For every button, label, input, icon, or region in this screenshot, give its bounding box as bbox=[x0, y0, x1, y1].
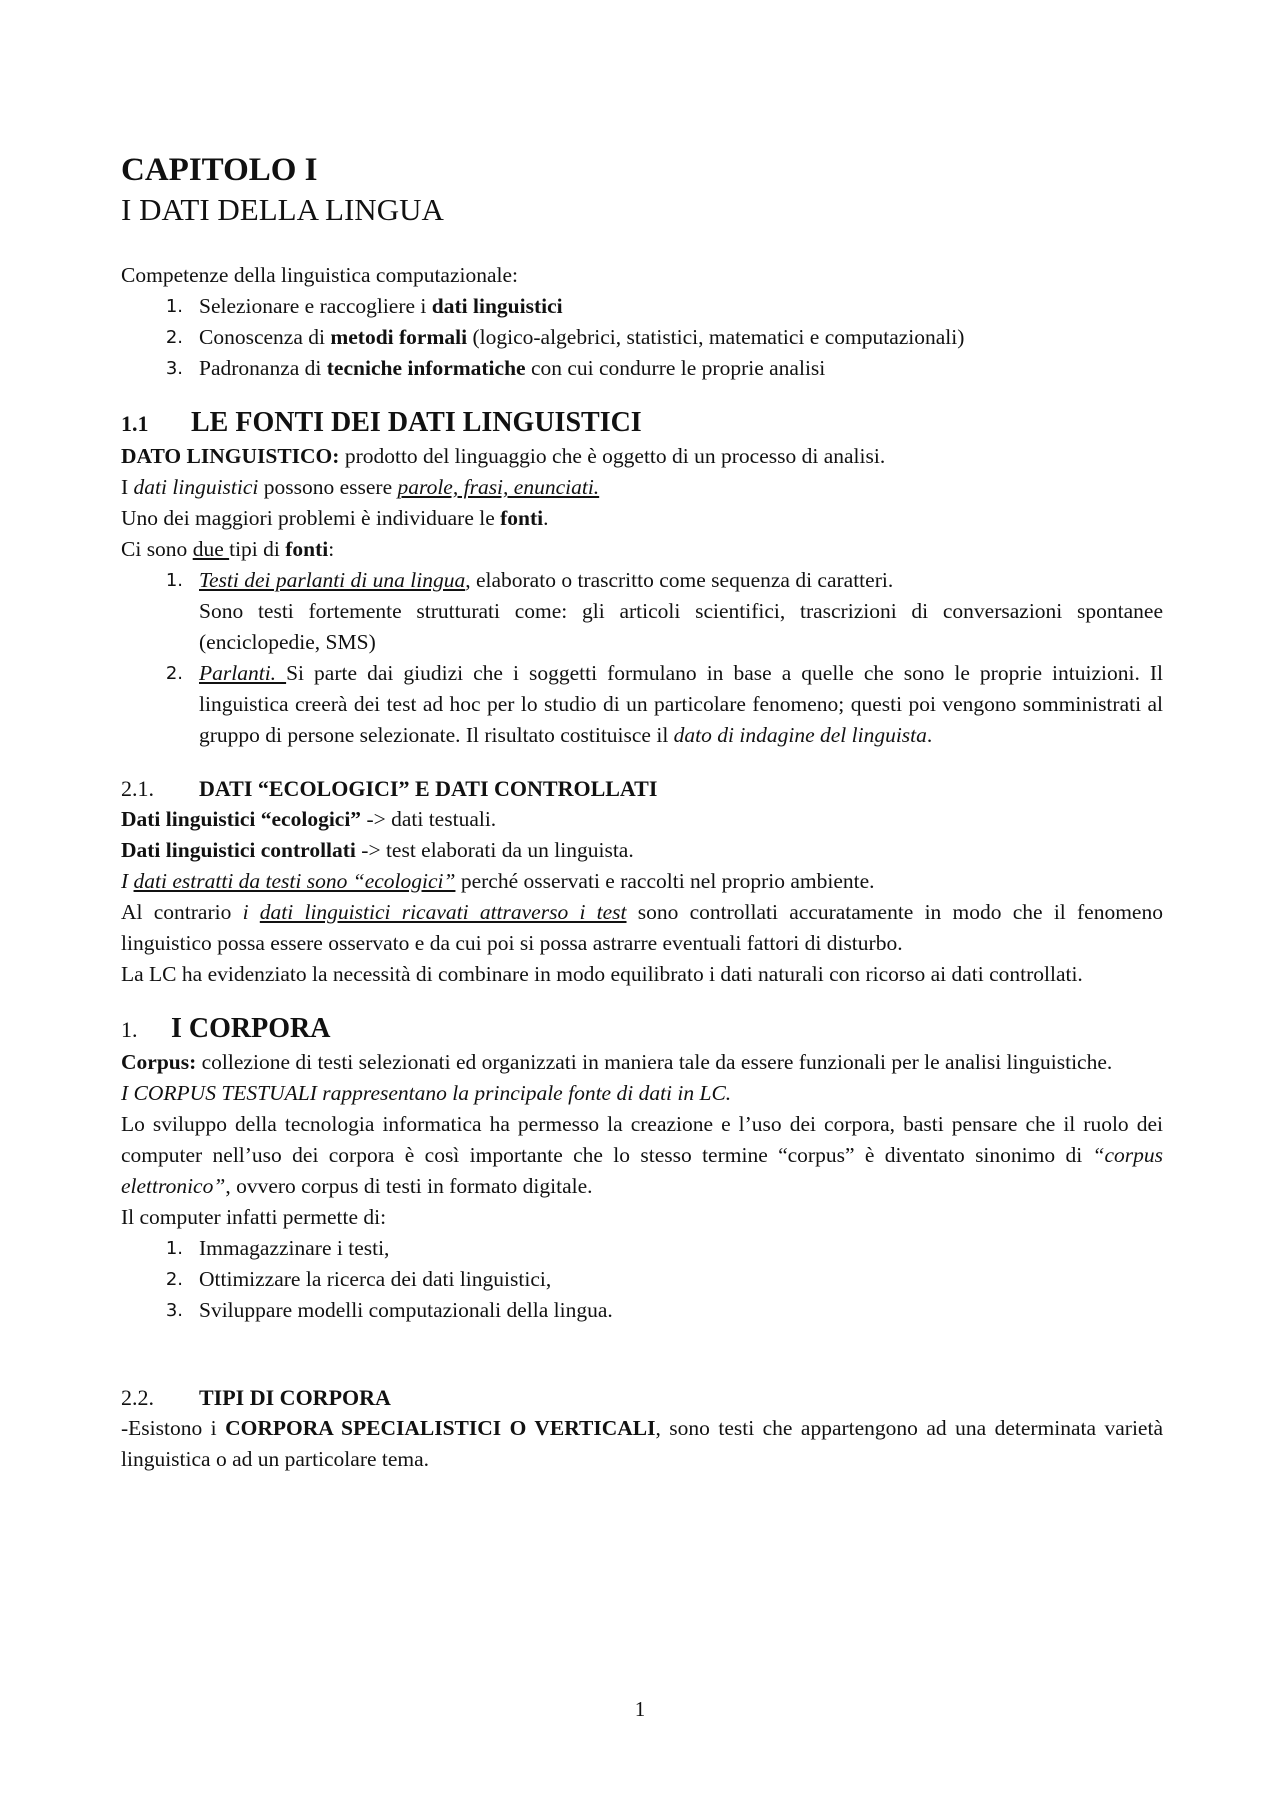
definition-dato: DATO LINGUISTICO: prodotto del linguaggio che è oggetto di un processo di analisi. bbox=[121, 444, 886, 468]
section-heading-2-1: 2.1. DATI “ECOLOGICI” E DATI CONTROLLATI bbox=[121, 776, 658, 801]
paragraph: I dati linguistici possono essere parole, frasi, enunciati. bbox=[121, 475, 600, 499]
paragraph: Dati linguistici controllati -> test elaborati da un linguista. bbox=[121, 838, 634, 862]
paragraph: Dati linguistici “ecologici” -> dati testuali. bbox=[121, 807, 497, 831]
page-number: 1 bbox=[634, 1697, 646, 1721]
section-heading-corpora: 1. I CORPORA bbox=[121, 1013, 331, 1044]
list-item: 1. Testi dei parlanti di una lingua, elaborato o trascritto come sequenza di caratteri. Sono testi fortemente strutturati come: gli articoli scientifici, trascrizioni di conversazioni spontanee (enciclopedie, SMS) bbox=[165, 568, 1163, 654]
paragraph: Il computer infatti permette di: bbox=[121, 1205, 387, 1229]
definition-corpus: Corpus: collezione di testi selezionati ed organizzati in maniera tale da essere funzionali per le analisi linguistiche. bbox=[121, 1050, 1113, 1074]
section-heading-2-2: 2.2. TIPI DI CORPORA bbox=[121, 1385, 391, 1410]
list-item: 2. Conoscenza di metodi formali (logico-algebrici, statistici, matematici e computazionali) bbox=[165, 325, 965, 349]
paragraph: I CORPUS TESTUALI rappresentano la principale fonte di dati in LC. bbox=[121, 1081, 732, 1105]
computer-list bbox=[121, 1233, 1163, 1326]
list-item: 1. Immagazzinare i testi, bbox=[165, 1236, 390, 1260]
list-item: 3. Padronanza di tecniche informatiche con cui condurre le proprie analisi bbox=[165, 356, 826, 380]
chapter-title: CAPITOLO I bbox=[121, 152, 318, 188]
paragraph: I dati estratti da testi sono “ecologici” perché osservati e raccolti nel proprio ambiente. bbox=[121, 869, 875, 893]
list-item: 3. Sviluppare modelli computazionali della lingua. bbox=[165, 1298, 613, 1322]
paragraph: Al contrario i dati linguistici ricavati attraverso i test sono controllati accuratamente in modo che il fenomeno linguistico possa essere osservato e da cui poi si possa astrarre eventuali fattori di disturbo. bbox=[121, 900, 1163, 955]
paragraph: Ci sono due tipi di fonti: bbox=[121, 537, 335, 561]
sources-list bbox=[121, 565, 1163, 751]
intro-lead: Competenze della linguistica computazionale: bbox=[121, 263, 519, 287]
list-item: 1. Selezionare e raccogliere i dati linguistici bbox=[165, 294, 563, 318]
paragraph: -Esistono i CORPORA SPECIALISTICI O VERTICALI, sono testi che appartengono ad una determinata varietà linguistica o ad un particolare tema. bbox=[121, 1416, 1163, 1471]
paragraph: Uno dei maggiori problemi è individuare le fonti. bbox=[121, 506, 549, 530]
paragraph: La LC ha evidenziato la necessità di combinare in modo equilibrato i dati naturali con ricorso ai dati controllati. bbox=[121, 962, 1083, 986]
intro-list bbox=[121, 291, 1163, 384]
paragraph: Lo sviluppo della tecnologia informatica ha permesso la creazione e l’uso dei corpora, basti pensare che il ruolo dei computer nell’uso dei corpora è così importante che lo stesso termine “corpus” è diventato sinonimo di “corpus elettronico”, ovvero corpus di testi in formato digitale. bbox=[121, 1112, 1163, 1198]
section-heading-1-1: 1.1 LE FONTI DEI DATI LINGUISTICI bbox=[121, 407, 642, 438]
list-item: 2. Parlanti. Si parte dai giudizi che i soggetti formulano in base a quelle che sono le proprie intuizioni. Il linguistica creerà dei test ad hoc per lo studio di un particolare fenomeno; questi poi vengono somministrati al gruppo di persone selezionate. Il risultato costituisce il dato di indagine del linguista. bbox=[165, 661, 1163, 747]
list-item: 2. Ottimizzare la ricerca dei dati linguistici, bbox=[165, 1267, 552, 1291]
document-page bbox=[121, 150, 1163, 1475]
chapter-subtitle: I DATI DELLA LINGUA bbox=[121, 192, 444, 227]
